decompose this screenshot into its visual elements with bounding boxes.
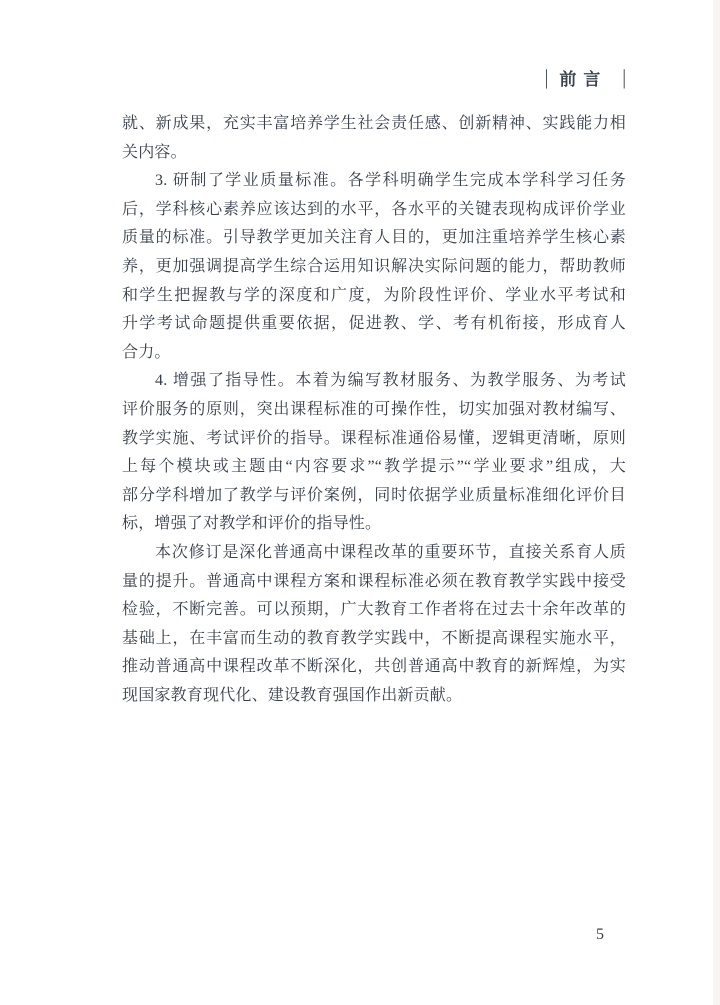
text-line: 就、新成果，充实丰富培养学生社会责任感、创新精神、实践能力相 [122, 115, 626, 132]
text-line: 教学实施、考试评价的指导。课程标准通俗易懂，逻辑更清晰，原则 [122, 429, 626, 447]
text-line: 升学考试命题提供重要依据，促进教、学、考有机衔接，形成育人 [122, 315, 626, 333]
scan-edge-artifact [713, 0, 720, 1005]
header-right-bar: | [622, 64, 626, 88]
text-line: 和学生把握教与学的深度和广度，为阶段性评价、学业水平考试和 [122, 286, 626, 304]
page-number: 5 [596, 926, 604, 943]
text-line: 标，增强了对教学和评价的指导性。 [122, 515, 382, 533]
text-line: 基础上，在丰富而生动的教育教学实践中，不断提高课程实施水平， [122, 629, 626, 647]
text-line: 推动普通高中课程改革不断深化，共创普通高中教育的新辉煌，为实 [122, 658, 626, 676]
running-header [545, 66, 626, 88]
text-line: 部分学科增加了教学与评价案例，同时依据学业质量标准细化评价目 [122, 486, 626, 504]
text-line: 本次修订是深化普通高中课程改革的重要环节，直接关系育人质 [155, 543, 626, 561]
text-line: 质量的标准。引导教学更加关注育人目的，更加注重培养学生核心素 [122, 229, 626, 247]
text-line: 3. 研制了学业质量标准。各学科明确学生完成本学科学习任务 [155, 172, 626, 190]
text-line: 后，学科核心素养应该达到的水平，各水平的关键表现构成评价学业 [122, 200, 626, 218]
header-title: 前言 [559, 69, 608, 89]
text-line: 现国家教育现代化、建设教育强国作出新贡献。 [122, 686, 463, 704]
text-line: 量的提升。普通高中课程方案和课程标准必须在教育教学实践中接受 [122, 572, 626, 590]
text-line: 养，更加强调提高学生综合运用知识解决实际问题的能力，帮助教师 [122, 257, 626, 275]
text-line: 关内容。 [122, 143, 187, 161]
text-line: 合力。 [122, 343, 171, 361]
text-line: 4. 增强了指导性。本着为编写教材服务、为教学服务、为考试 [155, 372, 626, 390]
body-text [122, 110, 626, 710]
text-line: 上每个模块或主题由“内容要求”“教学提示”“学业要求”组成，大 [122, 458, 626, 476]
text-line: 检验，不断完善。可以预期，广大教育工作者将在过去十余年改革的 [122, 601, 626, 619]
text-line: 评价服务的原则，突出课程标准的可操作性，切实加强对教材编写、 [122, 400, 626, 418]
header-left-bar: | [544, 64, 549, 88]
